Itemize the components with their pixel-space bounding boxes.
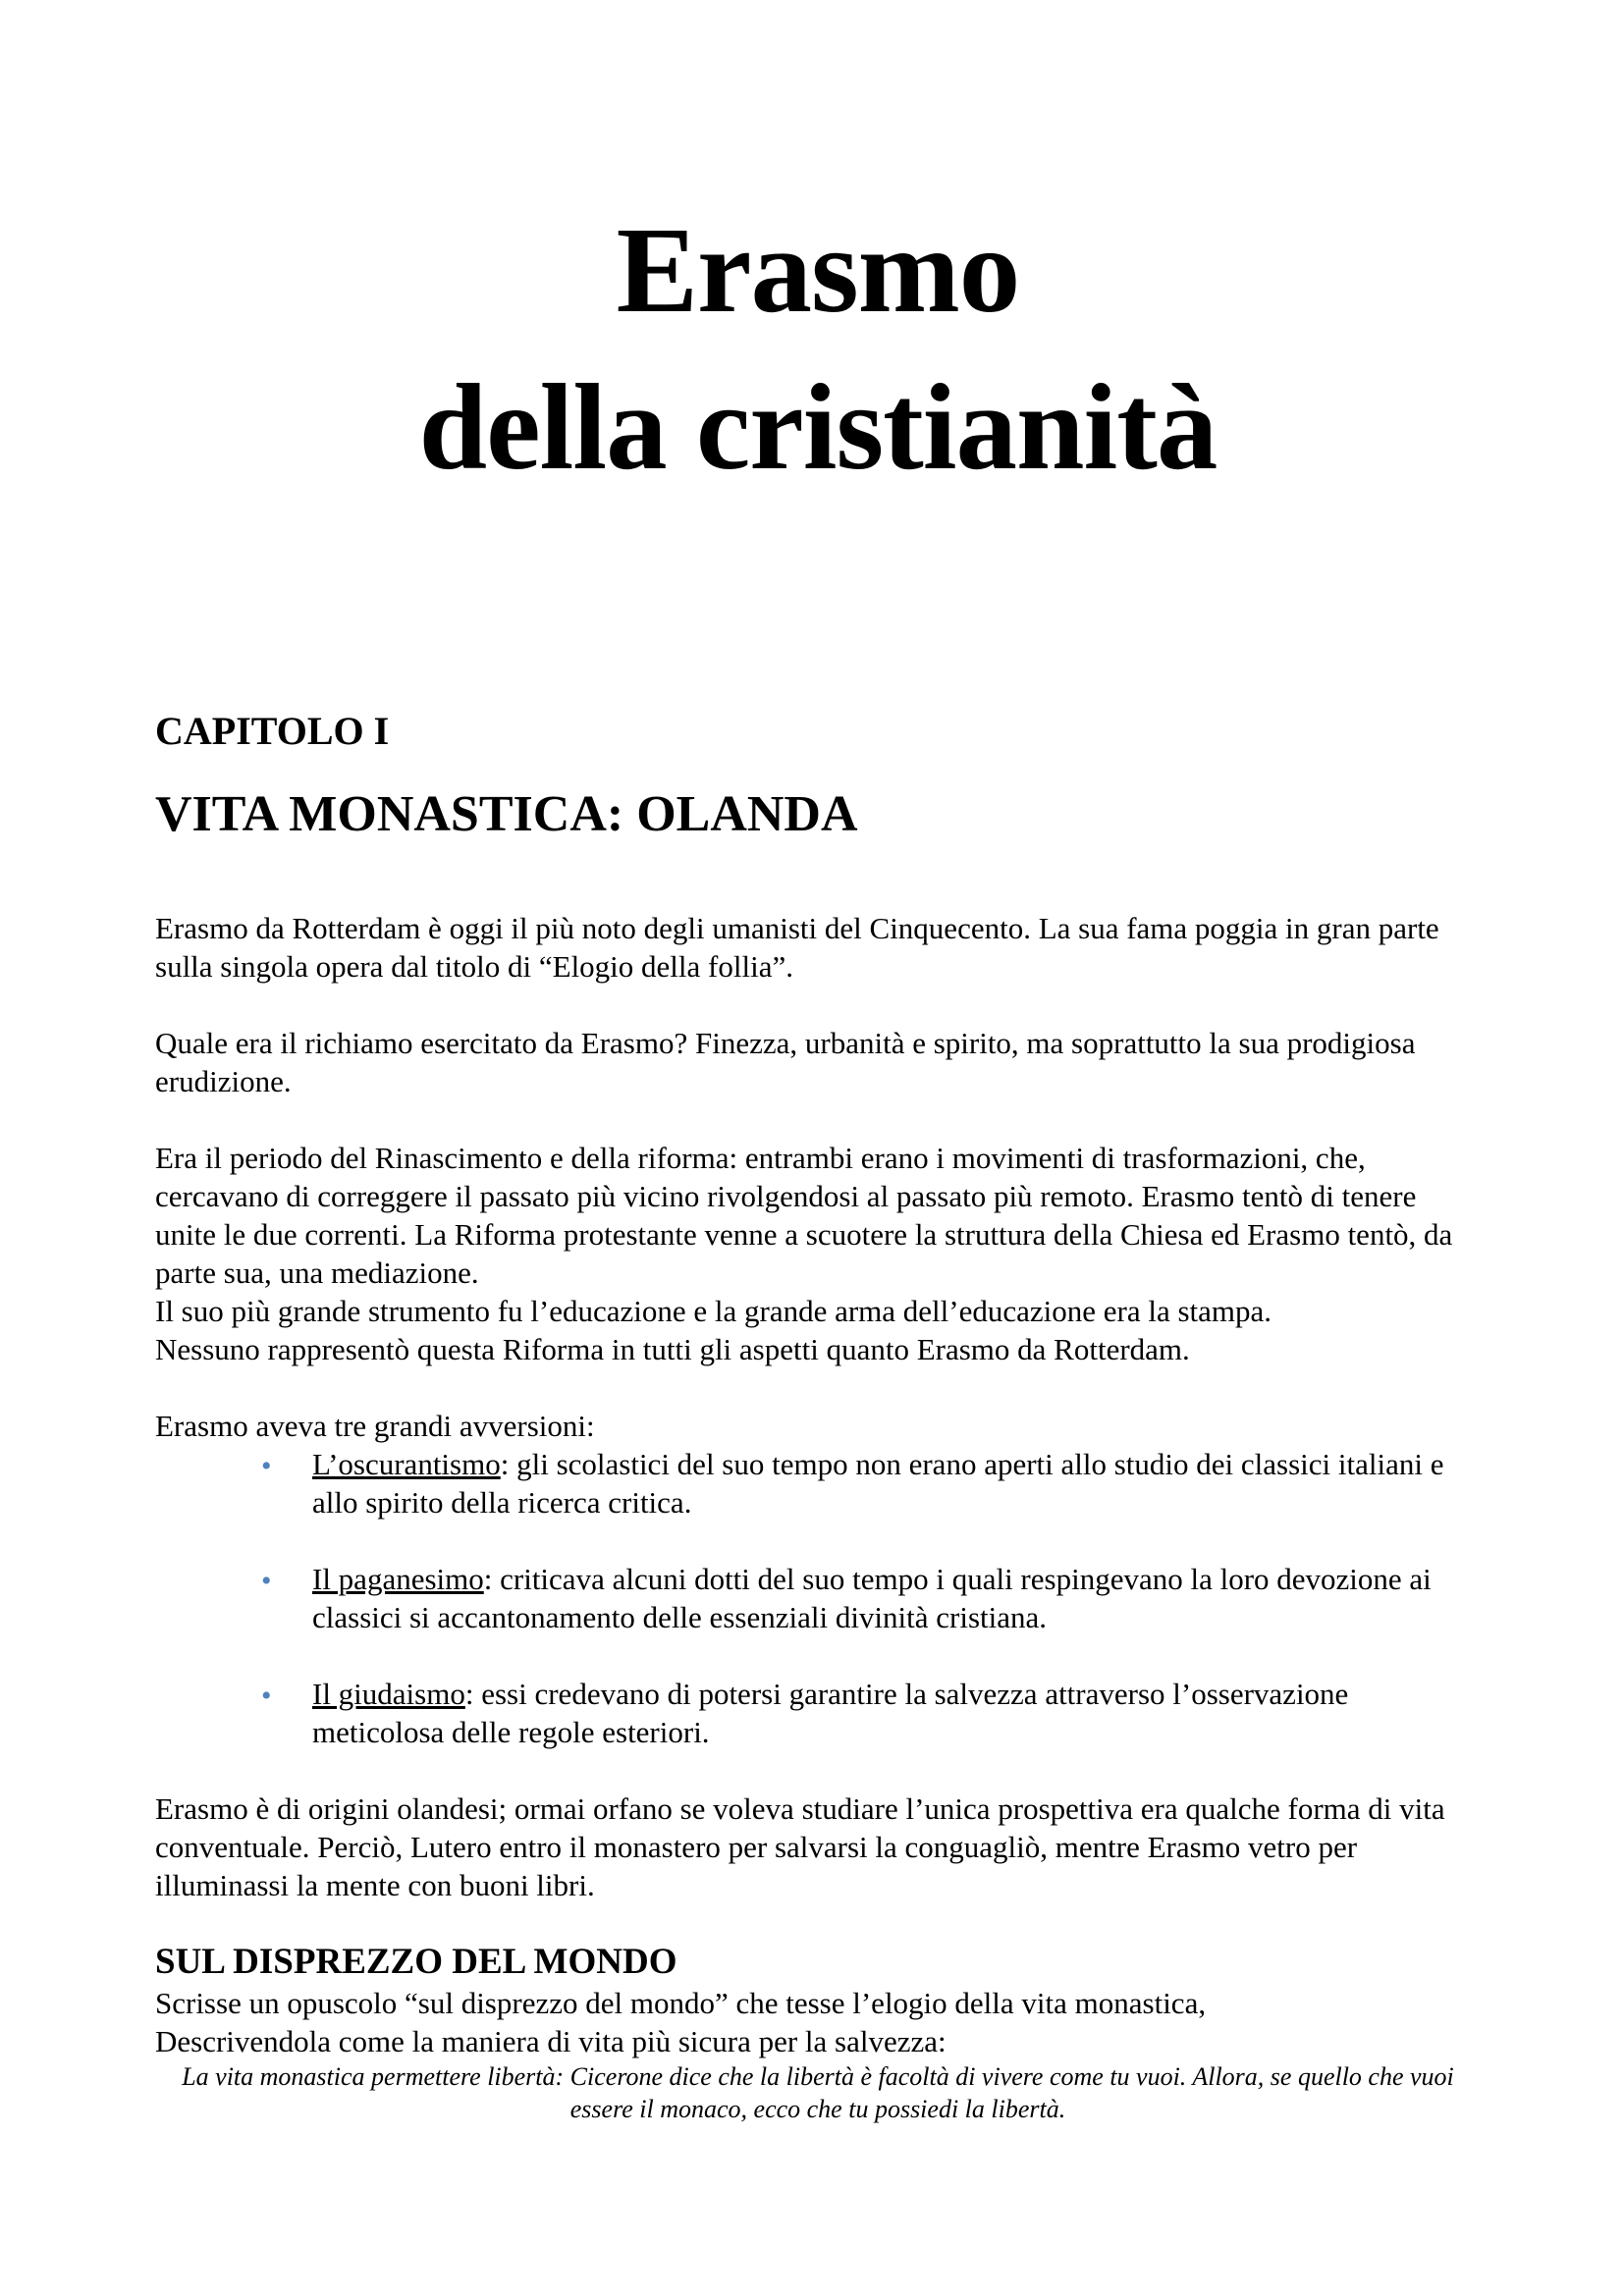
section-heading: SUL DISPREZZO DEL MONDO — [155, 1942, 677, 1982]
document-body — [155, 909, 1481, 2125]
paragraph-reform: Nessuno rappresentò questa Riforma in tutti gli aspetti quanto Erasmo da Rotterdam. — [155, 1332, 1190, 1366]
paragraph-renaissance: Era il periodo del Rinascimento e della riforma: entrambi erano i movimenti di trasformazioni, che, cercavano di correggere il passato più vicino rivolgendosi al passato più remoto. Erasmo tentò di tenere unite le due correnti. La Riforma protestante venne a scuotere la struttura della Chiesa ed Erasmo tentò, da parte sua, una mediazione. — [155, 1141, 1453, 1290]
aversion-text: : essi credevano di potersi garantire la salvezza attraverso l’osservazione meticolosa delle regole esteriori. — [312, 1677, 1349, 1749]
list-item — [155, 1560, 1481, 1636]
aversion-term: Il giudaismo — [312, 1677, 465, 1711]
chapter-title: VITA MONASTICA: OLANDA — [155, 786, 858, 842]
aversion-term: Il paganesimo — [312, 1562, 484, 1596]
aversion-text: : criticava alcuni dotti del suo tempo i quali respingevano la loro devozione ai classici si accantonamento delle essenziali divinità cristiana. — [312, 1562, 1432, 1634]
list-item — [155, 1675, 1481, 1751]
paragraph-education: Il suo più grande strumento fu l’educazione e la grande arma dell’educazione era la stampa. — [155, 1294, 1272, 1328]
list-item — [155, 1445, 1481, 1522]
bullet-icon: • — [261, 1680, 272, 1712]
document-title — [155, 192, 1481, 507]
section-line-1: Scrisse un opuscolo “sul disprezzo del mondo” che tesse l’elogio della vita monastica, — [155, 1986, 1207, 2020]
aversions-list — [155, 1445, 1481, 1751]
paragraph-appeal: Quale era il richiamo esercitato da Erasmo? Finezza, urbanità e spirito, ma soprattutto la sua prodigiosa erudizione. — [155, 1026, 1416, 1098]
paragraph-intro: Erasmo da Rotterdam è oggi il più noto degli umanisti del Cinquecento. La sua fama poggia in gran parte sulla singola opera dal titolo di “Elogio della follia”. — [155, 911, 1439, 984]
title-line-1: Erasmo — [616, 203, 1020, 339]
aversion-text: : gli scolastici del suo tempo non erano aperti allo studio dei classici italiani e allo spirito della ricerca critica. — [312, 1447, 1444, 1520]
section-quote: La vita monastica permettere libertà: Cicerone dice che la libertà è facoltà di vivere come tu vuoi. Allora, se quello che vuoi essere il monaco, ecco che tu possiedi la libertà. — [182, 2062, 1454, 2123]
bullet-icon: • — [261, 1565, 272, 1597]
bullet-icon: • — [261, 1450, 272, 1482]
paragraph-aversions-intro: Erasmo aveva tre grandi avversioni: — [155, 1409, 595, 1443]
section-line-2: Descrivendola come la maniera di vita più sicura per la salvezza: — [155, 2024, 947, 2058]
paragraph-origins: Erasmo è di origini olandesi; ormai orfano se voleva studiare l’unica prospettiva era qualche forma di vita conventuale. Perciò, Lutero entro il monastero per salvarsi la conguagliò, mentre Erasmo vetro per illuminassi la mente con buoni libri. — [155, 1791, 1445, 1902]
aversion-term: L’oscurantismo — [312, 1447, 501, 1481]
chapter-label: CAPITOLO I — [155, 709, 390, 753]
title-line-2: della cristianità — [418, 360, 1217, 496]
